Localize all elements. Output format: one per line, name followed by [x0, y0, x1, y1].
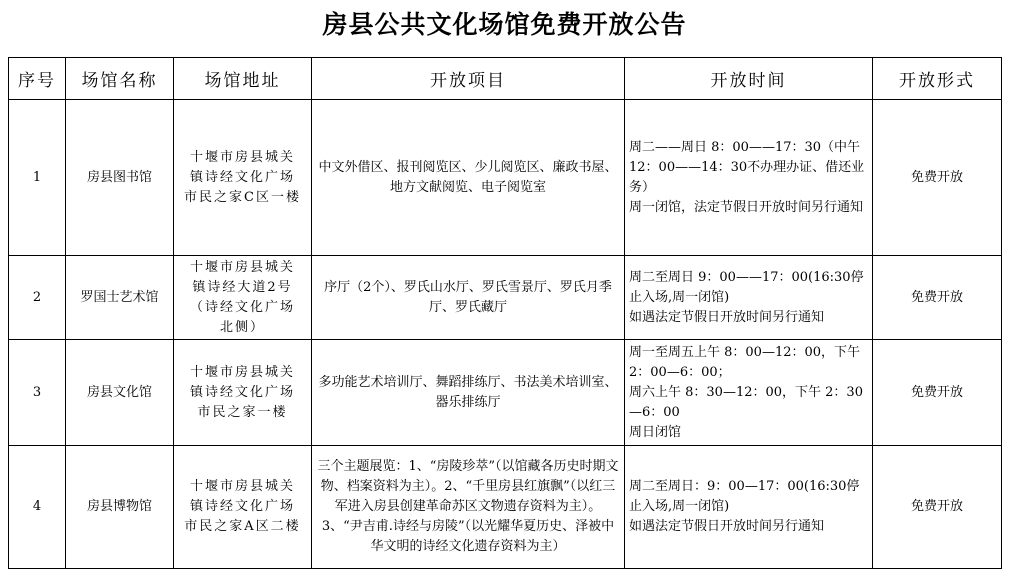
cell-address: 十堰市房县城关镇诗经文化广场市民之家A区二楼	[174, 446, 312, 569]
hours-line: 周二至周日 9：00——17：00(16:30停止入场,周一闭馆)	[629, 269, 864, 305]
cell-mode: 免费开放	[873, 256, 1002, 340]
cell-address: 十堰市房县城关镇诗经文化广场市民之家一楼	[174, 340, 312, 446]
cell-hours	[625, 340, 873, 446]
header-hours: 开放时间	[625, 58, 873, 100]
header-row	[9, 58, 1002, 100]
cell-mode: 免费开放	[873, 340, 1002, 446]
header-address: 场馆地址	[174, 58, 312, 100]
table-row	[9, 256, 1002, 340]
cell-projects: 三个主题展览：1、“房陵珍萃”（以馆藏各历史时期文物、档案资料为主）。2、“千里房县红旗飘”（以红三军进入房县创建革命苏区文物遗存资料为主）。3、“尹吉甫.诗经与房陵”（以光耀华夏历史、泽被中华文明的诗经文化遗存资料为主）	[312, 446, 625, 569]
header-no: 序号	[9, 58, 66, 100]
cell-address: 十堰市房县城关镇诗经文化广场市民之家C区一楼	[174, 100, 312, 256]
cell-mode: 免费开放	[873, 446, 1002, 569]
table-row	[9, 100, 1002, 256]
header-projects: 开放项目	[312, 58, 625, 100]
cell-no: 4	[9, 446, 66, 569]
hours-line: 周一至周五上午 8：00—12：00，下午 2：00—6：00；	[629, 344, 861, 380]
page-title: 房县公共文化场馆免费开放公告	[322, 10, 687, 39]
cell-venue-name: 房县文化馆	[66, 340, 174, 446]
cell-no: 2	[9, 256, 66, 340]
cell-no: 3	[9, 340, 66, 446]
cell-venue-name: 罗国士艺术馆	[66, 256, 174, 340]
cell-no: 1	[9, 100, 66, 256]
hours-line: 如遇法定节假日开放时间另行通知	[629, 519, 825, 534]
cell-hours	[625, 100, 873, 256]
cell-mode: 免费开放	[873, 100, 1002, 256]
header-mode: 开放形式	[873, 58, 1002, 100]
announcement-table	[8, 57, 1002, 569]
cell-projects: 中文外借区、报刊阅览区、少儿阅览区、廉政书屋、地方文献阅览、电子阅览室	[312, 100, 625, 256]
cell-hours	[625, 256, 873, 340]
cell-projects: 多功能艺术培训厅、舞蹈排练厅、书法美术培训室、器乐排练厅	[312, 340, 625, 446]
cell-projects: 序厅（2个）、罗氏山水厅、罗氏雪景厅、罗氏月季厅、罗氏藏厅	[312, 256, 625, 340]
table-row	[9, 446, 1002, 569]
header-name: 场馆名称	[66, 58, 174, 100]
cell-address: 十堰市房县城关镇诗经大道2号（诗经文化广场北侧）	[174, 256, 312, 340]
hours-line: 周日闭馆	[629, 424, 682, 440]
cell-venue-name: 房县博物馆	[66, 446, 174, 569]
cell-hours	[625, 446, 873, 569]
hours-line: 如遇法定节假日开放时间另行通知	[629, 309, 825, 325]
table-row	[9, 340, 1002, 446]
hours-line: 周六上午 8：30—12：00，下午 2：30—6：00	[629, 384, 863, 420]
cell-venue-name: 房县图书馆	[66, 100, 174, 256]
hours-line: 周一闭馆，法定节假日开放时间另行通知	[629, 199, 864, 215]
hours-line: 周二至周日：9：00—17：00(16:30停止入场,周一闭馆)	[629, 479, 860, 514]
hours-line: 周二——周日 8：00——17：30（中午 12：00——14：30不办理办证、借还业务）	[629, 139, 865, 195]
